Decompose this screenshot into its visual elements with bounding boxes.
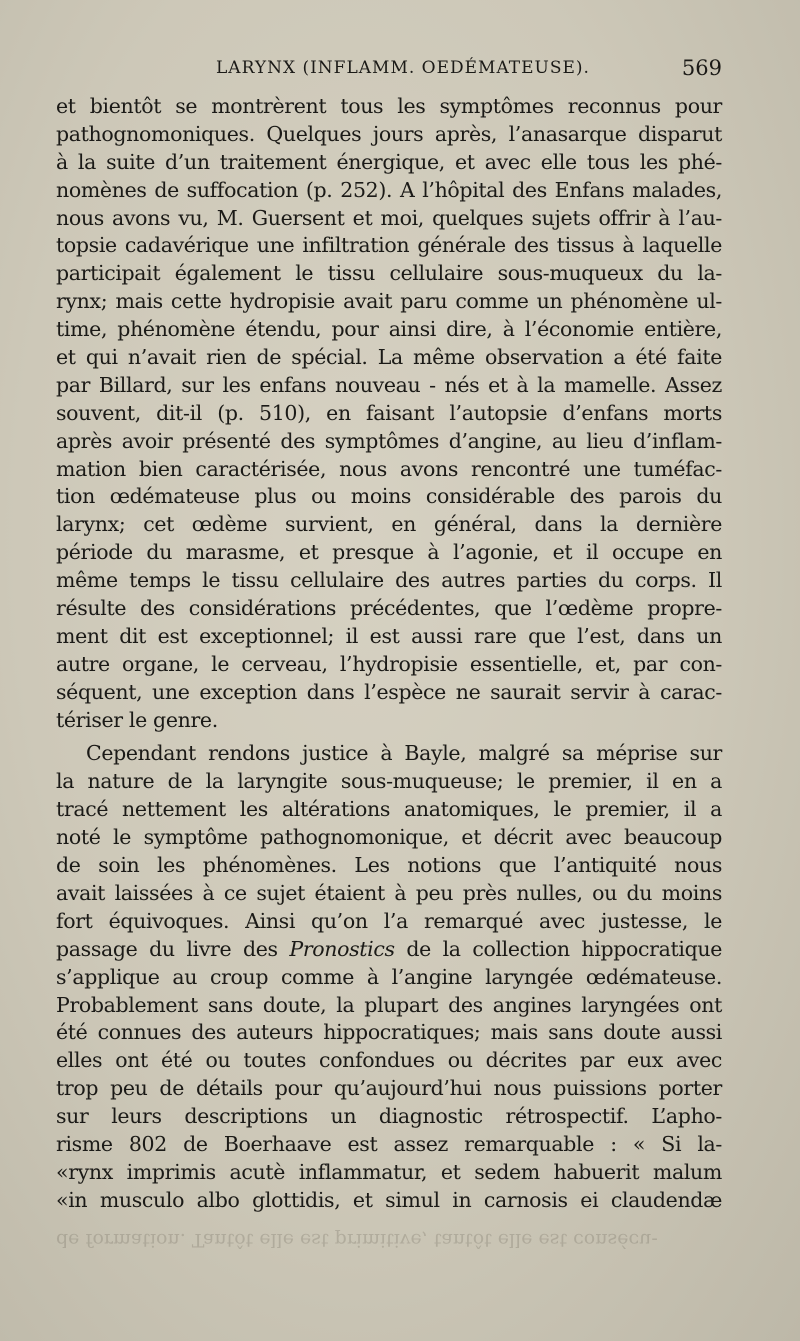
text-line: même temps le tissu cellulaire des autres parties du corps. Il bbox=[56, 568, 722, 593]
text-line: période du marasme, et presque à l’agonie, et il occupe en bbox=[56, 540, 722, 565]
text-line: résulte des considérations précédentes, que l’œdème propre- bbox=[56, 596, 722, 621]
text-line: time, phénomène étendu, pour ainsi dire, à l’économie entière, bbox=[56, 317, 722, 342]
text-line: tracé nettement les altérations anatomiques, le premier, il a bbox=[56, 797, 722, 822]
text-line: pathognomoniques. Quelques jours après, l’anasarque disparut bbox=[56, 121, 722, 146]
text-line: tion œdémateuse plus ou moins considérable des parois du bbox=[56, 484, 722, 509]
paragraph-1 bbox=[56, 93, 722, 734]
text-segment: passage du livre des bbox=[56, 936, 290, 961]
italic-book-title: Pronostics bbox=[289, 936, 395, 961]
text-line: Probablement sans doute, la plupart des angines laryngées ont bbox=[56, 992, 722, 1017]
text-line: larynx; cet œdème survient, en général, dans la dernière bbox=[56, 512, 722, 537]
text-line: de soin les phénomènes. Les notions que l’antiquité nous bbox=[56, 853, 722, 878]
text-line: séquent, une exception dans l’espèce ne saurait servir à carac- bbox=[56, 679, 722, 704]
paragraph-2 bbox=[56, 740, 722, 1214]
text-line: noté le symptôme pathognomonique, et décrit avec beaucoup bbox=[56, 825, 722, 850]
page-number: 569 bbox=[681, 56, 722, 80]
text-line: s’applique au croup comme à l’angine laryngée œdémateuse. bbox=[56, 964, 722, 989]
text-line: nous avons vu, M. Guersent et moi, quelques sujets offrir à l’au- bbox=[56, 205, 722, 230]
text-line: trop peu de détails pour qu’aujourd’hui nous puissions porter bbox=[56, 1076, 722, 1101]
text-line: fort équivoques. Ainsi qu’on l’a remarqué avec justesse, le bbox=[56, 908, 722, 933]
text-line: topsie cadavérique une infiltration générale des tissus à laquelle bbox=[56, 233, 722, 258]
body-text bbox=[56, 93, 722, 1215]
text-line: à la suite d’un traitement énergique, et avec elle tous les phé- bbox=[56, 149, 722, 174]
running-head bbox=[56, 58, 722, 86]
text-line: «rynx imprimis acutè inflammatur, et sedem habuerit malum bbox=[56, 1159, 722, 1184]
text-line: ment dit est exceptionnel; il est aussi rare que l’est, dans un bbox=[56, 623, 722, 648]
text-line: mation bien caractérisée, nous avons rencontré une tuméfac- bbox=[56, 456, 722, 481]
bleed-through-text: de formation. Tantôt elle est primitive, tantôt elle est consécu- bbox=[56, 1229, 658, 1251]
text-line: participait également le tissu cellulaire sous-muqueux du la- bbox=[56, 261, 722, 286]
text-line bbox=[56, 936, 722, 964]
text-line: risme 802 de Boerhaave est assez remarquable : « Si la- bbox=[56, 1131, 722, 1156]
text-line: Cependant rendons justice à Bayle, malgré sa méprise sur bbox=[86, 741, 722, 766]
text-line: sur leurs descriptions un diagnostic rétrospectif. L’apho- bbox=[56, 1104, 722, 1129]
text-line: rynx; mais cette hydropisie avait paru comme un phénomène ul- bbox=[56, 289, 722, 314]
text-line: tériser le genre. bbox=[56, 707, 218, 732]
text-line: par Billard, sur les enfans nouveau - nés et à la mamelle. Assez bbox=[56, 372, 722, 397]
text-line: et qui n’avait rien de spécial. La même observation a été faite bbox=[56, 345, 722, 370]
text-segment: de la collection hippocratique bbox=[394, 936, 722, 961]
text-line: et bientôt se montrèrent tous les symptômes reconnus pour bbox=[56, 94, 722, 118]
text-line: souvent, dit-il (p. 510), en faisant l’autopsie d’enfans morts bbox=[56, 400, 722, 425]
text-line: après avoir présenté des symptômes d’angine, au lieu d’inflam- bbox=[56, 428, 722, 453]
text-line: nomènes de suffocation (p. 252). A l’hôpital des Enfans malades, bbox=[56, 177, 722, 202]
text-line: avait laissées à ce sujet étaient à peu près nulles, ou du moins bbox=[56, 880, 722, 905]
text-line: la nature de la laryngite sous-muqueuse; le premier, il en a bbox=[56, 769, 722, 794]
text-line: autre organe, le cerveau, l’hydropisie essentielle, et, par con- bbox=[56, 651, 722, 676]
text-line: été connues des auteurs hippocratiques; mais sans doute aussi bbox=[56, 1020, 722, 1045]
text-line: elles ont été ou toutes confondues ou décrites par eux avec bbox=[56, 1048, 722, 1073]
running-title: LARYNX (INFLAMM. OEDÉMATEUSE). bbox=[216, 58, 590, 78]
text-line: «in musculo albo glottidis, et simul in carnosis ei claudendæ bbox=[56, 1187, 722, 1212]
